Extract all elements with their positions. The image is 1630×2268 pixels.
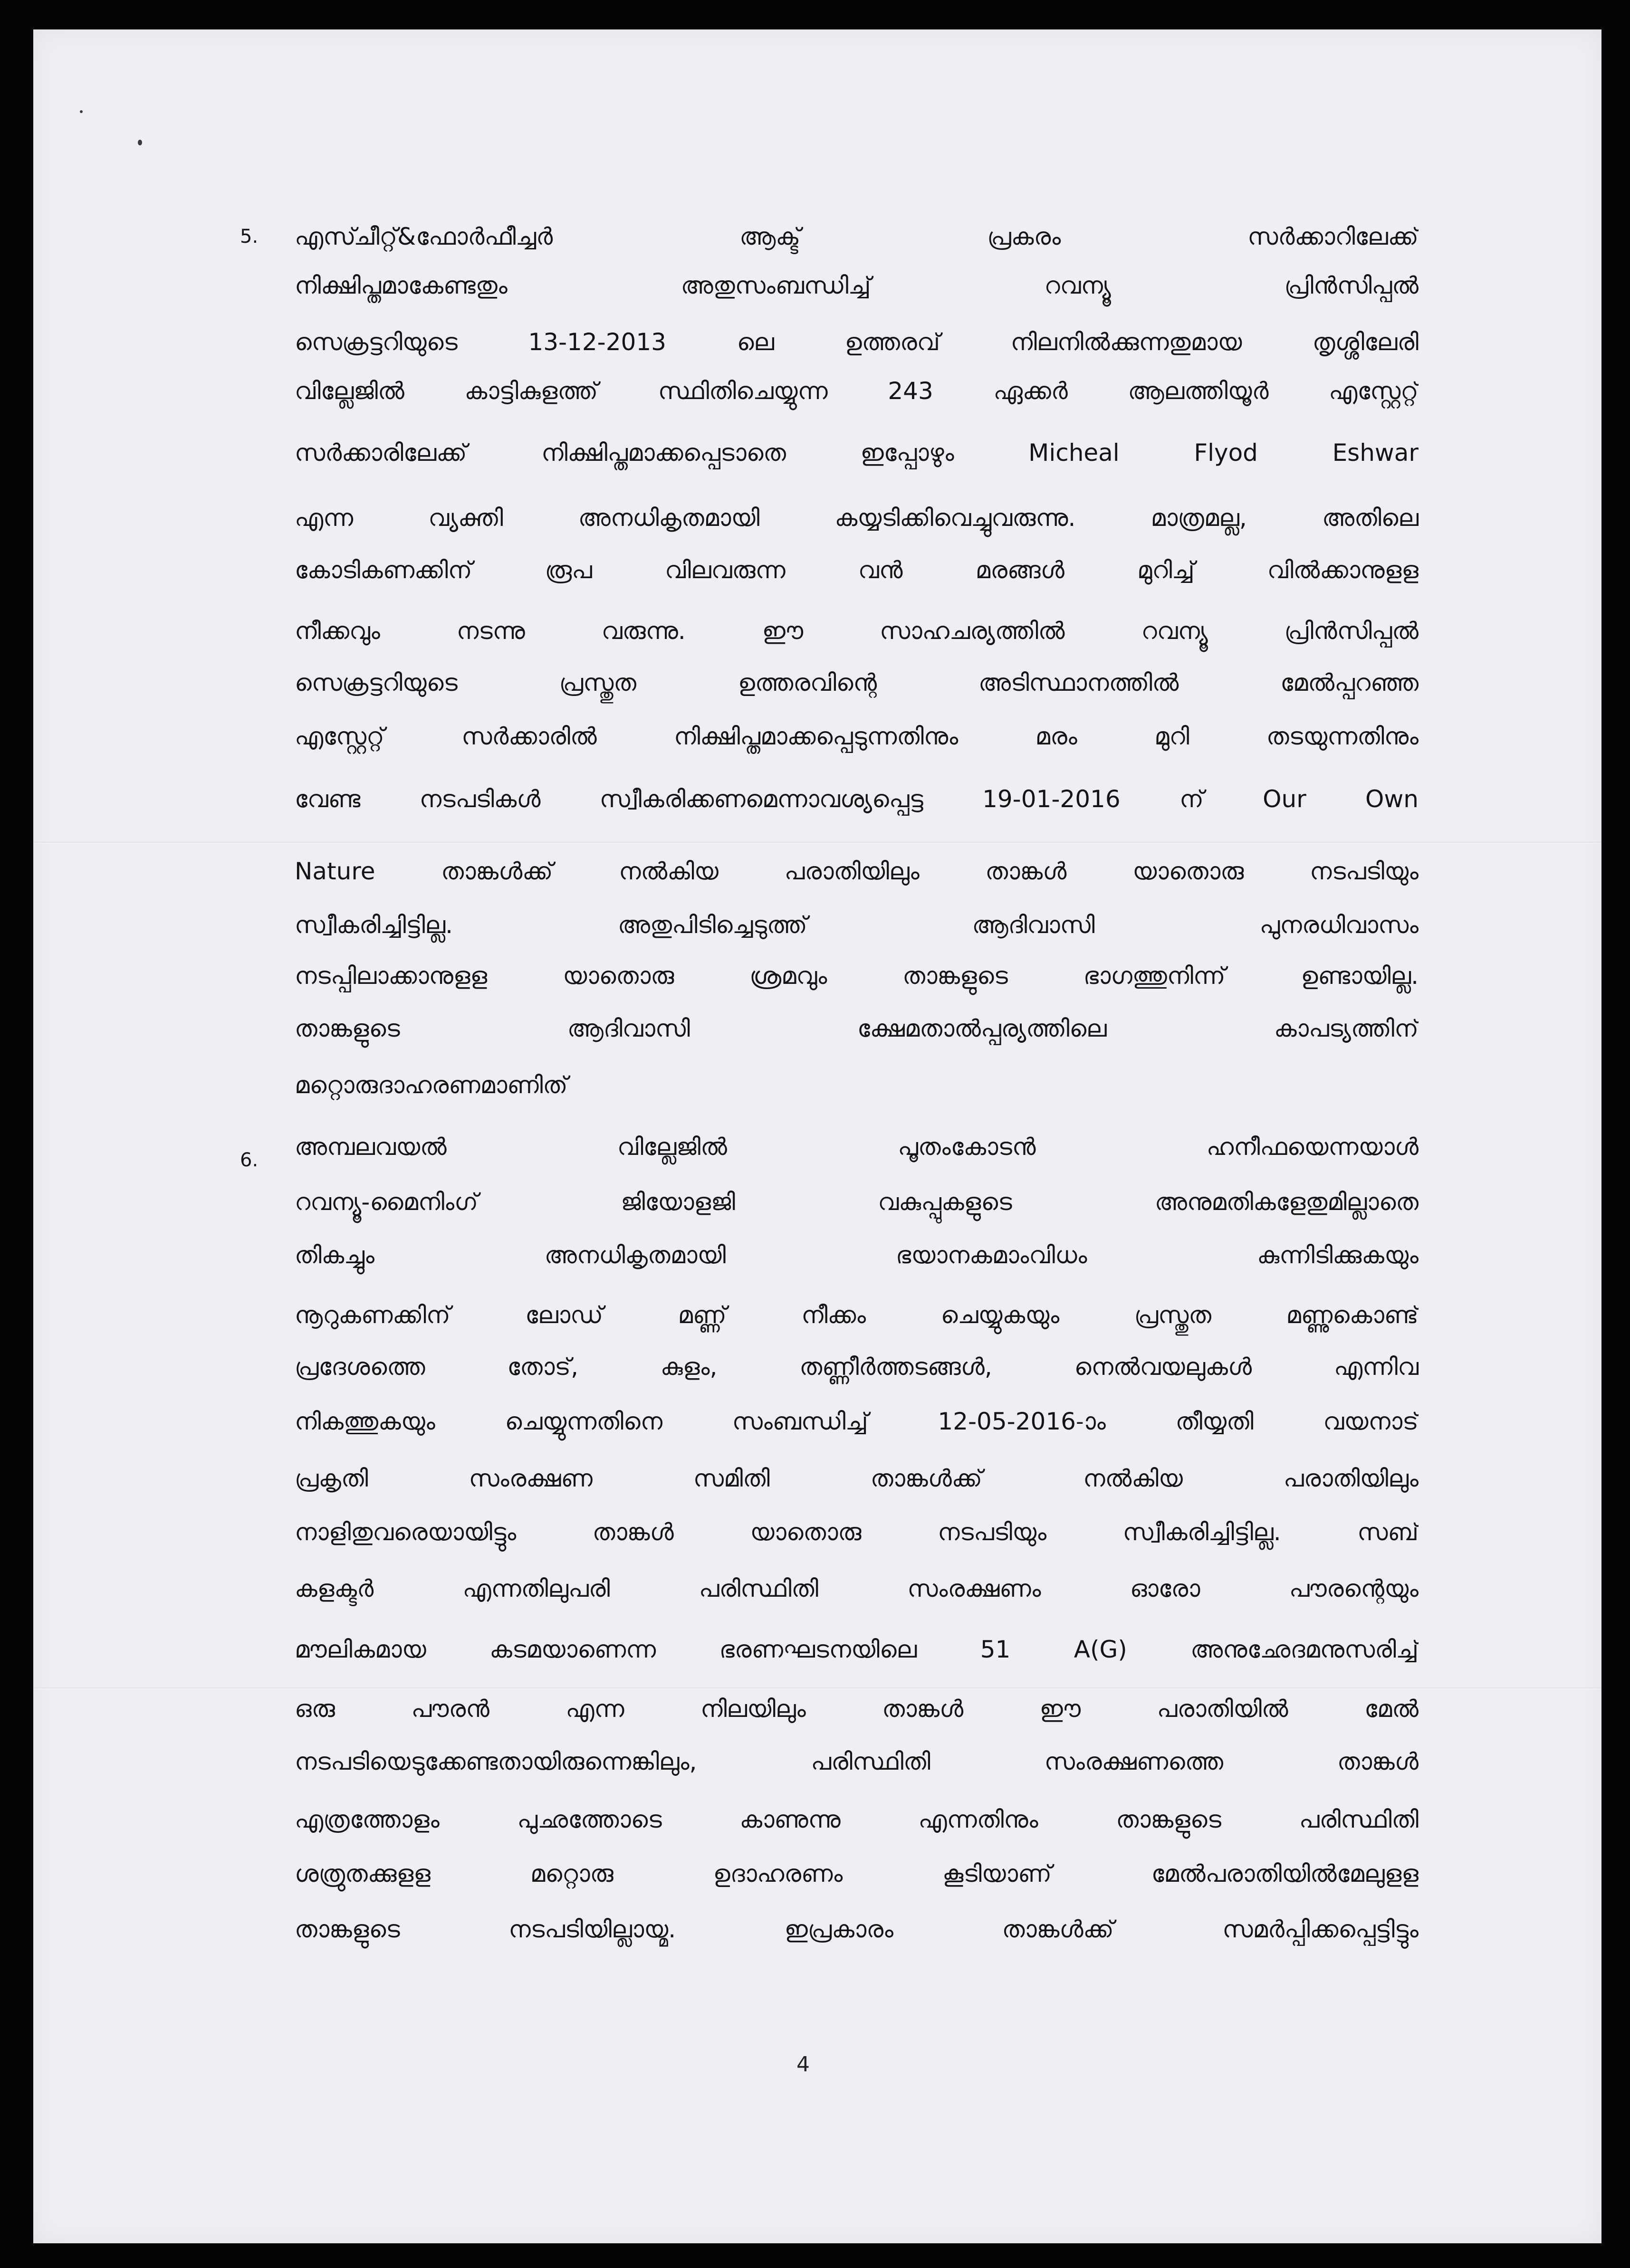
text-line: സെക്രട്ടറിയുടെ പ്രസ്തുത ഉത്തരവിന്റെ അടിസ്ഥാനത്തിൽ മേൽപ്പറഞ്ഞ bbox=[295, 669, 1419, 696]
text-line: മൗലികമായ കടമയാണെന്ന ഭരണഘടനയിലെ 51 A(G) അനുഛേദമനുസരിച്ച് bbox=[295, 1636, 1419, 1663]
text-line: സെക്രട്ടറിയുടെ 13-12-2013 ലെ ഉത്തരവ് നിലനിൽക്കുന്നതുമായ തൃശ്ശിലേരി bbox=[295, 328, 1419, 356]
text-line: വില്ലേജിൽ കാട്ടികുളത്ത് സ്ഥിതിചെയ്യുന്ന 243 ഏക്കർ ആലത്തിയൂർ എസ്റ്റേറ്റ് bbox=[295, 377, 1419, 405]
text-line: ഒരു പൗരൻ എന്ന നിലയിലും താങ്കൾ ഈ പരാതിയിൽ മേൽ bbox=[295, 1695, 1419, 1723]
text-line: നികത്തുകയും ചെയ്യുന്നതിനെ സംബന്ധിച്ച് 12-05-2016-ാം തീയ്യതി വയനാട് bbox=[295, 1408, 1419, 1435]
text-line: കളക്ടർ എന്നതിലുപരി പരിസ്ഥിതി സംരക്ഷണം ഓരോ പൗരന്റെയും bbox=[295, 1575, 1419, 1602]
text-line: പ്രകൃതി സംരക്ഷണ സമിതി താങ്കൾക്ക് നൽകിയ പരാതിയിലും bbox=[295, 1465, 1419, 1492]
text-line: വേണ്ട നടപടികൾ സ്വീകരിക്കണമെന്നാവശ്യപ്പെട്ട 19-01-2016 ന് Our Own bbox=[295, 785, 1419, 813]
text-line: നീക്കവും നടന്നു വരുന്നു. ഈ സാഹചര്യത്തിൽ റവന്യൂ പ്രിൻസിപ്പൽ bbox=[295, 617, 1419, 645]
page-number: 4 bbox=[796, 2052, 810, 2077]
text-line: സ്വീകരിച്ചിട്ടില്ല. അതുപിടിച്ചെടുത്ത് ആദിവാസി പുനരധിവാസം bbox=[295, 911, 1419, 939]
item-number: 6. bbox=[240, 1149, 259, 1171]
text-line: എസ്റ്റേറ്റ് സർക്കാരിൽ നിക്ഷിപ്തമാക്കപ്പെടുന്നതിനും മരം മുറി തടയുന്നതിനും bbox=[295, 723, 1419, 750]
text-line: താങ്കളുടെ ആദിവാസി ക്ഷേമതാൽപ്പര്യത്തിലെ കാപട്യത്തിന് bbox=[295, 1015, 1419, 1042]
text-line: നാളിതുവരെയായിട്ടും താങ്കൾ യാതൊരു നടപടിയും സ്വീകരിച്ചിട്ടില്ല. സബ് bbox=[295, 1518, 1419, 1546]
text-line: എസ്ചീറ്റ്&ഫോർഫീച്ചർ ആക്ട് പ്രകരം സർക്കാറിലേക്ക് bbox=[295, 223, 1419, 250]
item-number: 5. bbox=[240, 226, 259, 248]
text-line: റവന്യൂ-മൈനിംഗ് ജിയോളജി വകുപ്പുകളുടെ അനുമതികളേതുമില്ലാതെ bbox=[295, 1188, 1419, 1216]
text-line: സർക്കാരിലേക്ക് നിക്ഷിപ്തമാക്കപ്പെടാതെ ഇപ്പോഴും Micheal Flyod Eshwar bbox=[295, 439, 1419, 467]
text-line: താങ്കളുടെ നടപടിയില്ലായ്മ. ഇപ്രകാരം താങ്കൾക്ക് സമർപ്പിക്കപ്പെട്ടിട്ടും bbox=[295, 1915, 1419, 1943]
text-line: അമ്പലവയൽ വില്ലേജിൽ പൂതംകോടൻ ഹനീഫയെന്നയാൾ bbox=[295, 1133, 1419, 1161]
text-line: Nature താങ്കൾക്ക് നൽകിയ പരാതിയിലും താങ്കൾ യാതൊരു നടപടിയും bbox=[295, 858, 1419, 885]
text-line: നൂറുകണക്കിന് ലോഡ് മണ്ണ് നീക്കം ചെയ്യുകയും പ്രസ്തുത മണ്ണുകൊണ്ട് bbox=[295, 1301, 1419, 1329]
text-line: ശത്രുതക്കുളള മറ്റൊരു ഉദാഹരണം കൂടിയാണ് മേൽപരാതിയിൽമേലുളള bbox=[295, 1860, 1419, 1887]
text-line: മറ്റൊരുദാഹരണമാണിത് bbox=[295, 1071, 568, 1099]
text-line: നിക്ഷിപ്തമാകേണ്ടതും അതുസംബന്ധിച്ച് റവന്യൂ പ്രിൻസിപ്പൽ bbox=[295, 272, 1419, 299]
text-line: കോടികണക്കിന് രൂപ വിലവരുന്ന വൻ മരങ്ങൾ മുറിച്ച് വിൽക്കാനുളള bbox=[295, 556, 1419, 584]
text-line: എന്ന വ്യക്തി അനധികൃതമായി കയ്യടിക്കിവെച്ചുവരുന്നു. മാത്രമല്ല, അതിലെ bbox=[295, 504, 1419, 532]
text-line: നടപ്പിലാക്കാനുളള യാതൊരു ശ്രമവും താങ്കളുടെ ഭാഗത്തുനിന്ന് ഉണ്ടായില്ല. bbox=[295, 962, 1419, 990]
text-line: നടപടിയെടുക്കേണ്ടതായിരുന്നെങ്കിലും, പരിസ്ഥിതി സംരക്ഷണത്തെ താങ്കൾ bbox=[295, 1748, 1419, 1775]
text-line: തികച്ചും അനധികൃതമായി ഭയാനകമാംവിധം കുന്നിടിക്കുകയും bbox=[295, 1241, 1419, 1269]
text-line: എത്രത്തോളം പുഛത്തോടെ കാണുന്നു എന്നതിനും താങ്കളുടെ പരിസ്ഥിതി bbox=[295, 1806, 1419, 1833]
text-line: പ്രദേശത്തെ തോട്, കുളം, തണ്ണീർത്തടങ്ങൾ, നെൽവയലുകൾ എന്നിവ bbox=[295, 1353, 1419, 1381]
